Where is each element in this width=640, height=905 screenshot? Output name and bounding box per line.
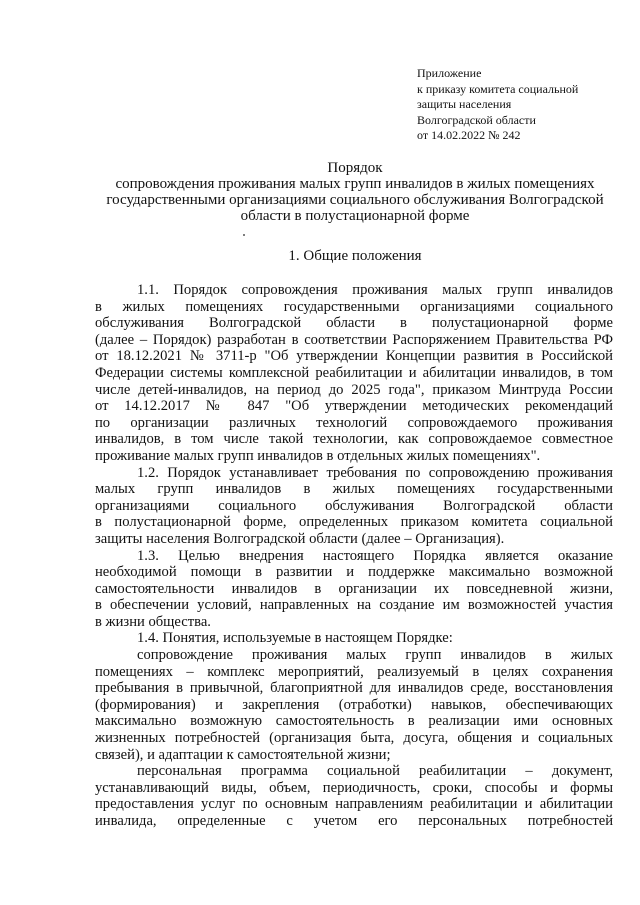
text-line: 1.2. Порядок устанавливает требования по сопровождению проживания [137, 464, 613, 481]
title-line: государственными организациями социального обслуживания Волгоградской [106, 192, 604, 208]
text-line: необходимой помощи в развитии и поддержке максимально возможной [95, 564, 613, 581]
approval-line: защиты населения [417, 97, 512, 112]
text-line: 1.3. Целью внедрения настоящего Порядка является оказание [137, 547, 613, 564]
text-line: жизненных потребностей (организация быта, досуга, общения и социальных [95, 730, 613, 747]
text-line: от 14.12.2017 № 847 "Об утверждении методических рекомендаций [95, 398, 613, 415]
text-line: малых групп инвалидов в жилых помещениях государственными [95, 481, 613, 498]
text-line: помещениях – комплекс мероприятий, реализуемый в целях сохранения [95, 663, 613, 680]
text-line: в полустационарной форме, определенных приказом комитета социальной [95, 514, 613, 531]
document-title [100, 160, 610, 224]
text-line: 1.1. Порядок сопровождения проживания малых групп инвалидов [137, 282, 613, 298]
text-line: проживание малых групп инвалидов в отдельных жилых помещениях". [95, 447, 541, 464]
text-line: самостоятельности инвалидов в организации их повседневной жизни, [95, 580, 613, 597]
text-line: максимально возможную самостоятельность в реализации ими основных [95, 713, 613, 730]
text-line: связей), и адаптации к самостоятельной жизни; [95, 746, 391, 763]
text-line: по организации различных технологий сопровождаемого проживания [95, 414, 613, 431]
text-line: в жизни общества. [95, 613, 211, 630]
approval-line: Волгоградской области [417, 112, 536, 127]
text-line: предоставления услуг по основным направлениям реабилитации и абилитации [95, 796, 613, 813]
approval-line: от 14.02.2022 № 242 [417, 128, 521, 143]
title-line: Порядок [327, 160, 383, 176]
section-heading: 1. Общие положения [288, 248, 422, 264]
text-line: в жилых помещениях государственными организациями социального [95, 298, 613, 315]
text-line: персональная программа социальной реабилитации – документ, [137, 763, 613, 780]
text-line: от 18.12.2021 № 3711-р "Об утверждении Концепции развития в Российской [95, 348, 613, 365]
approval-line: Приложение [417, 66, 482, 80]
text-line: в обеспечении условий, направленных на создание им возможностей участия [95, 597, 613, 614]
paragraph-1-2 [95, 465, 613, 548]
text-line: (далее – Порядок) разработан в соответствии Распоряжением Правительства РФ [95, 331, 613, 348]
text-line: числе детей-инвалидов, на период до 2025 года", приказом Минтруда России [95, 381, 613, 398]
text-line: инвалидов, в том числе такой технологии, как сопровождаемое совместное [95, 431, 613, 448]
paragraph-1-3 [95, 548, 613, 631]
text-line: защиты населения Волгоградской области (далее – Организация). [95, 530, 505, 547]
text-line: сопровождение проживания малых групп инвалидов в жилых [137, 647, 613, 664]
definition-accompaniment [95, 647, 613, 763]
paragraph-1-4 [95, 630, 613, 647]
approval-block [417, 66, 617, 144]
text-line: организациями социального обслуживания Волгоградской области [95, 497, 613, 514]
title-line: сопровождения проживания малых групп инвалидов в жилых помещениях [115, 176, 595, 192]
text-line: инвалида, определенные с учетом его персональных потребностей [95, 813, 613, 829]
document-body [95, 282, 613, 830]
text-line: Федерации системы комплексной реабилитации и абилитации инвалидов, в том [95, 364, 613, 381]
stray-mark [243, 234, 245, 236]
definition-personal-program [95, 763, 613, 829]
text-line: устанавливающий виды, объем, периодичность, сроки, способы и формы [95, 779, 613, 796]
title-line: области в полустационарной форме [240, 208, 470, 224]
text-line: пребывания в привычной, благоприятной для инвалидов среде, восстановления [95, 680, 613, 697]
paragraph-1-1 [95, 282, 613, 465]
approval-line: к приказу комитета социальной [417, 81, 579, 96]
text-line: (формирования) и закрепления (отработки) навыков, обеспечивающих [95, 696, 613, 713]
text-line: обслуживания Волгоградской области в полустационарной форме [95, 315, 613, 332]
text-line: 1.4. Понятия, используемые в настоящем Порядке: [137, 630, 453, 647]
